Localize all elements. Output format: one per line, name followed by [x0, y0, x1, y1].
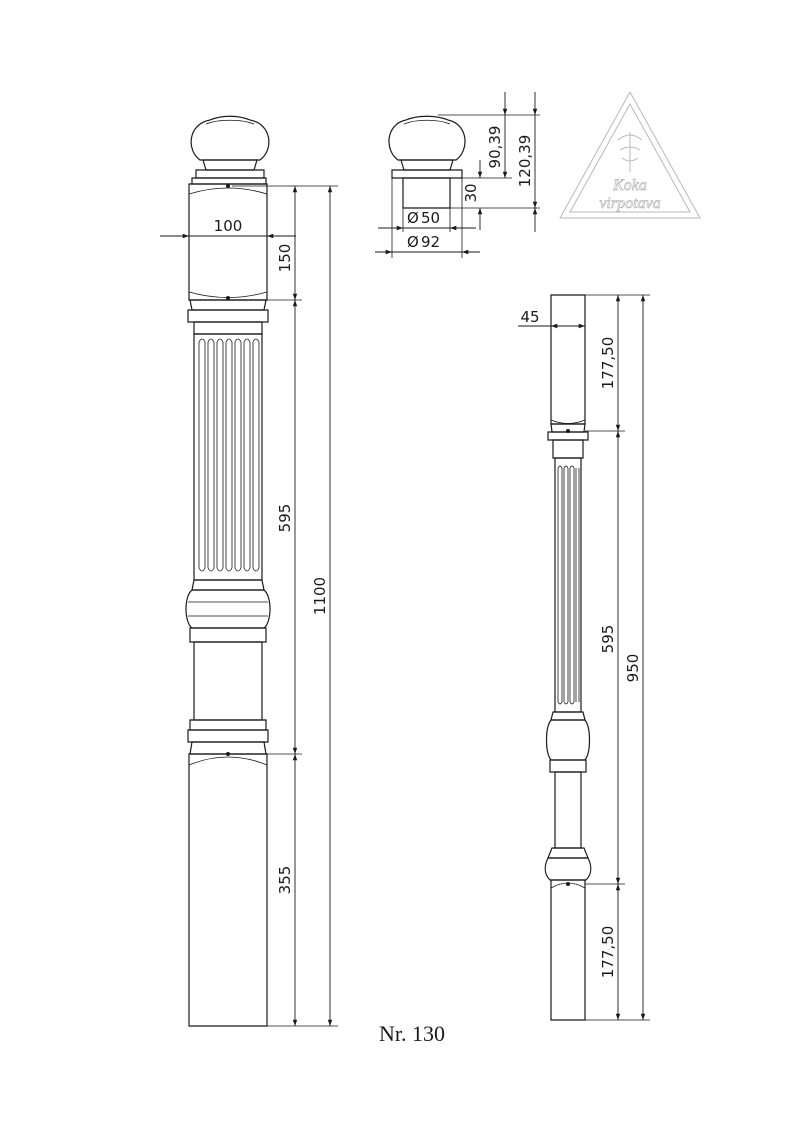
logo-line1: Koka — [613, 177, 647, 194]
cap-diameter-label: 92 — [421, 233, 441, 251]
small-post-shaft-height-label: 595 — [599, 624, 617, 654]
small-post-total-height-label: 950 — [624, 653, 642, 683]
large-post-base-height-label: 355 — [276, 865, 294, 895]
large-post-head-height-label: 150 — [276, 243, 294, 273]
small-post-bottom-height-label: 177,50 — [599, 925, 617, 979]
small-post-width-label: 45 — [520, 308, 540, 326]
logo-line2: virpotava — [599, 195, 661, 212]
large-newel-post — [186, 116, 270, 1026]
drawing-title: Nr. 130 — [379, 1021, 445, 1046]
large-post-dimensions — [160, 186, 338, 1026]
cap-diameter-symbol: Ø — [407, 233, 419, 251]
tenon-diameter-label: 50 — [421, 209, 441, 227]
large-post-shaft-height-label: 595 — [276, 503, 294, 533]
small-post-dimensions — [518, 295, 650, 1020]
small-newel-post — [545, 295, 591, 1020]
tenon-diameter-symbol: Ø — [407, 209, 419, 227]
large-post-width-label: 100 — [213, 217, 243, 235]
small-post-top-height-label: 177,50 — [599, 336, 617, 390]
tenon-height-label: 30 — [462, 183, 480, 203]
cap-detail — [375, 92, 540, 258]
brand-logo-watermark — [560, 92, 700, 218]
large-post-flutes — [199, 339, 259, 571]
large-post-total-height-label: 1100 — [311, 576, 329, 616]
cap-height-b-label: 120,39 — [516, 134, 534, 188]
cap-height-a-label: 90,39 — [486, 125, 504, 169]
small-post-flutes — [558, 466, 579, 704]
